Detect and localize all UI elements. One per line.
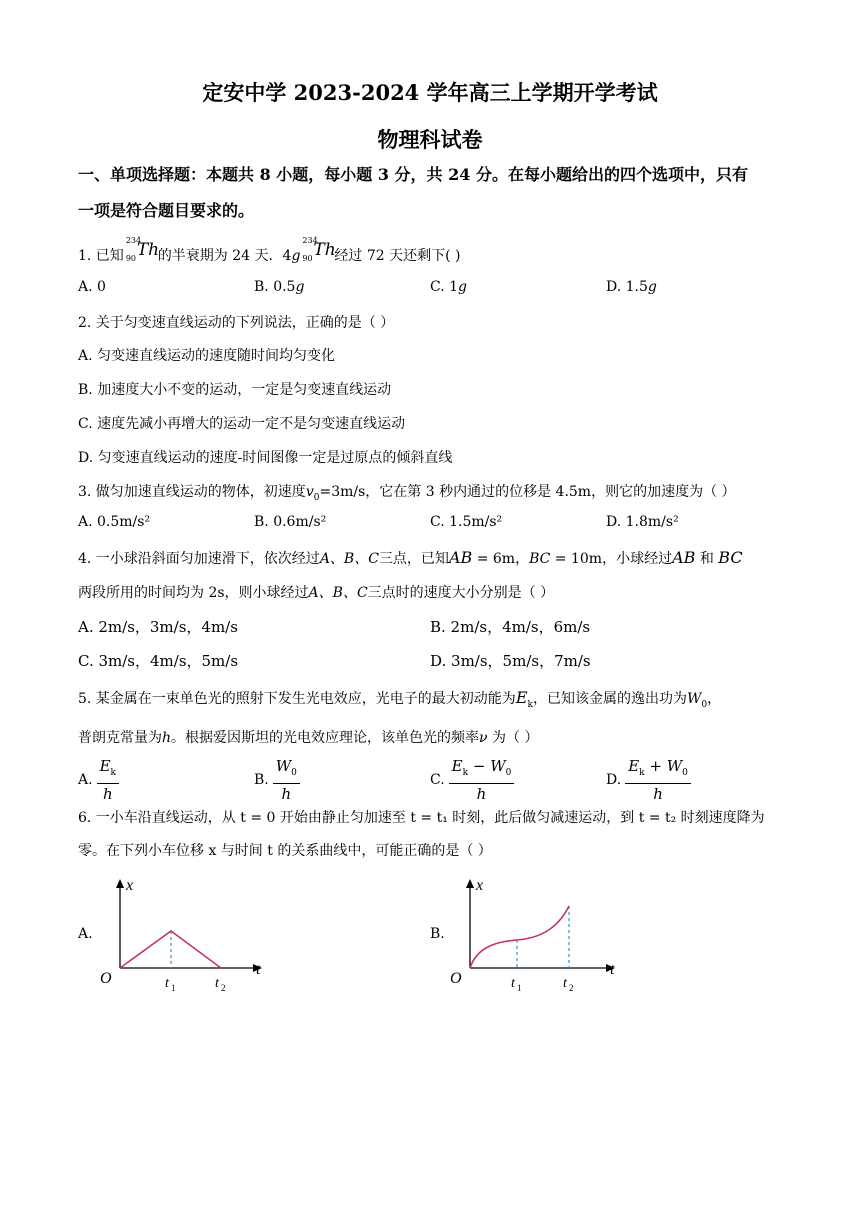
frac-d-zero: 0 [682,768,688,778]
graph-b-t2-sub: 2 [569,983,574,993]
frac-b-w: W [275,757,292,775]
question-1-stem [78,236,461,265]
graph-b-t1-sub: 1 [517,983,522,993]
question-2-stem: 2. 关于匀变速直线运动的下列说法，正确的是（ ） [78,315,395,331]
q1-option-d-text: D. 1.5 [606,279,648,295]
q4-line1-b: 三点，已知 [378,551,449,567]
frac-c-k: k [462,768,469,778]
q1-option-b [254,279,304,295]
q1-option-c-text: C. 1 [430,279,459,295]
q5-fraction-a [97,757,119,803]
q1-option-b-unit: g [295,279,305,295]
q5-option-a [78,757,119,803]
q1-prefix: 1. 已知 [78,248,124,264]
q4-option-c: C. 3m/s，4m/s，5m/s [78,652,239,670]
q4-and: 和 [695,551,719,567]
section-heading-line2: 一项是符合题目要求的。 [78,201,255,220]
q5-option-b [254,757,300,803]
q2-option-c: C. 速度先减小再增大的运动一定不是匀变速直线运动 [78,416,406,432]
q2-option-a: A. 匀变速直线运动的速度随时间均匀变化 [78,348,336,364]
q5-frequency-symbol: ν [479,730,488,746]
q2-option-b: B. 加速度大小不变的运动，一定是匀变速直线运动 [78,382,392,398]
q4-bc-value: = 10m，小球经过 [550,551,673,567]
frac-c-h: h [476,785,487,803]
graph-b-origin: O [450,970,462,987]
q5-work-symbol: W [686,691,702,707]
q3-option-c: C. 1.5m/s² [430,514,503,530]
thorium-nuclide [124,236,160,263]
frac-a-k: k [110,768,116,778]
thorium-nuclide-2 [300,236,336,263]
q5-line1-a: 5. 某金属在一束单色光的照射下发生光电效应，光电子的最大初动能为 [78,691,516,707]
graph-a-x-label: x [126,877,134,894]
q4-bc-2: BC [718,548,743,567]
q1-option-a: A. 0 [78,279,106,295]
graph-b-t-label: t [610,961,615,978]
q5-line2-b: 。根据爱因斯坦的光电效应理论，该单色光的频率 [171,730,480,746]
frac-d-plus: + [644,757,667,775]
graph-b-t1: t [511,976,515,991]
q3-subscript: 0 [313,492,320,503]
q1-middle: 的半衰期为 24 天．4 [157,248,292,264]
q5-planck-symbol: h [162,730,172,746]
atomic-number-2: 90 [302,254,313,263]
graph-a-t1: t [165,976,169,991]
question-6-line1: 6. 一小车沿直线运动，从 t = 0 开始由静止匀加速至 t = t₁ 时刻，此后做匀减速运动，到 t = t₂ 时刻速度降为 [78,810,765,826]
graph-a-t2-sub: 2 [221,983,226,993]
frac-a-e: E [99,757,111,775]
q4-ab-2: AB [672,548,696,567]
q5-option-d [606,757,691,803]
exam-subtitle: 物理科试卷 [377,127,483,152]
q4-ab-value: = 6m， [472,551,530,567]
frac-c-e: E [451,757,463,775]
graph-b-t2: t [563,976,567,991]
q5-option-c [430,757,514,803]
q1-unit: g [291,248,301,264]
q5-energy-symbol: E [515,688,528,707]
q1-option-d [606,279,657,295]
mass-number-2: 234 [302,236,318,245]
graph-b-x-label: x [476,877,484,894]
q1-suffix: 经过 72 天还剩下( ) [334,248,461,264]
frac-d-k: k [639,768,645,778]
graph-a-t1-sub: 1 [171,983,176,993]
q1-option-c-unit: g [458,279,467,295]
q3-stem-a: 3. 做匀加速直线运动的物体，初速度 [78,484,306,500]
q3-option-d: D. 1.8m/s² [606,514,679,530]
frac-c-minus: − [468,757,491,775]
graph-b-x-arrow-icon [466,879,474,888]
graph-a-origin: O [100,970,112,987]
q5-line1-b: ，已知该金属的逸出功为 [532,691,687,707]
frac-d-e: E [628,757,640,775]
q4-ab: AB [448,548,473,567]
q3-option-a: A. 0.5m/s² [78,514,151,530]
q4-line1-a: 4. 一小球沿斜面匀加速滑下，依次经过 [78,551,320,567]
graph-a-t2: t [215,976,219,991]
frac-c-w: W [490,757,506,775]
question-6-line2: 零。在下列小车位移 x 与时间 t 的关系曲线中，可能正确的是（ ） [78,843,492,859]
graph-a-t-label: t [256,961,261,978]
q4-bc: BC [529,551,551,567]
question-3-stem [78,481,736,503]
mass-number: 234 [125,236,142,245]
q4-option-d: D. 3m/s，5m/s，7m/s [430,652,591,670]
graph-b-label: B. [430,926,445,942]
graph-a-x-arrow-icon [116,879,124,888]
q5-k-subscript: k [527,699,533,710]
q5-line2-a: 普朗克常量为 [78,730,162,746]
graph-a-label: A. [78,926,93,942]
graph-b-curve [470,906,569,968]
q5-fraction-c [449,757,515,803]
exam-title: 定安中学 2023-2024 学年高三上学期开学考试 [202,80,658,105]
question-4-line1 [78,548,743,568]
frac-d-w: W [666,757,683,775]
q4-points-2: A、B、C [308,585,368,601]
q5-option-b-label: B. [254,772,269,788]
question-4-line2 [78,582,554,602]
q5-line2-c: 为（ ） [487,730,539,746]
frac-a-h: h [102,785,113,803]
q3-velocity-symbol: v [305,484,314,500]
frac-b-h: h [281,785,292,803]
q4-line2-b: 三点时的速度大小分别是（ ） [367,585,555,601]
q2-option-d: D. 匀变速直线运动的速度-时间图像一定是过原点的倾斜直线 [78,450,453,466]
q4-points: A、B、C [319,551,379,567]
q5-zero-subscript: 0 [701,699,708,710]
q3-option-b: B. 0.6m/s² [254,514,327,530]
question-5-line2 [78,727,538,747]
q5-line1-c: ， [707,691,722,707]
graph-b [446,870,631,995]
frac-c-zero: 0 [505,768,512,778]
atomic-number: 90 [125,254,136,263]
q4-line2-a: 两段所用的时间均为 2s，则小球经过 [78,585,309,601]
q5-option-c-label: C. [430,772,445,788]
q1-option-d-unit: g [647,279,657,295]
q5-option-a-label: A. [78,772,93,788]
q1-option-c [430,279,467,295]
q5-option-d-label: D. [606,772,622,788]
frac-b-zero: 0 [291,768,297,778]
q5-fraction-d [625,757,691,803]
q1-option-b-text: B. 0.5 [254,279,296,295]
graph-a [96,870,276,995]
q3-stem-b: =3m/s，它在第 3 秒内通过的位移是 4.5m，则它的加速度为（ ） [319,484,736,500]
q5-fraction-b [273,757,300,803]
element-symbol-2: Th [313,240,336,260]
section-heading-line1: 一、单项选择题：本题共 8 小题，每小题 3 分，共 24 分。在每小题给出的四个选项中，只有 [78,165,748,184]
q4-option-a: A. 2m/s，3m/s，4m/s [78,618,238,636]
frac-d-h: h [653,785,663,803]
question-5-line1 [78,688,721,710]
element-symbol: Th [136,240,160,260]
q4-option-b: B. 2m/s，4m/s，6m/s [430,618,591,636]
